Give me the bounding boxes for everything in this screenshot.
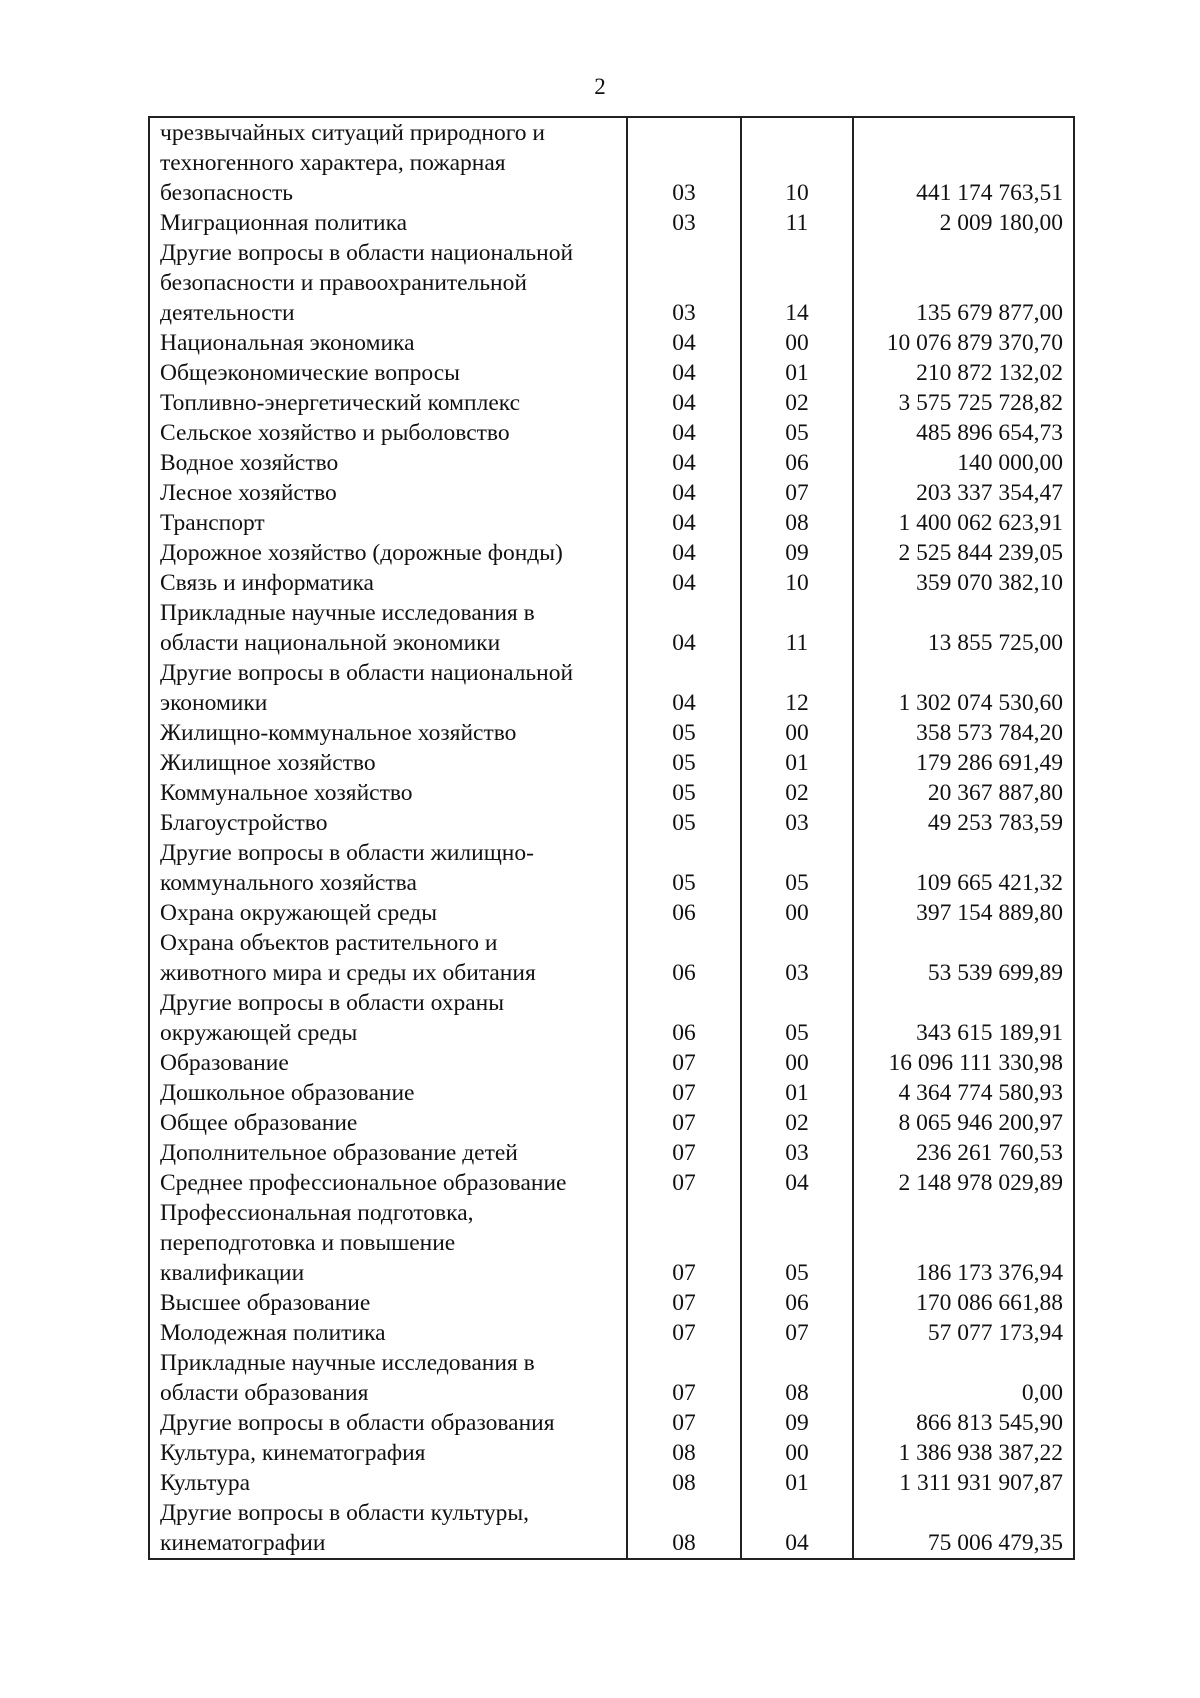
row-section-cell: 04 <box>627 568 741 598</box>
row-section-cell: 07 <box>627 1348 741 1408</box>
row-amount-cell: 2 009 180,00 <box>853 208 1074 238</box>
row-amount-cell: 170 086 661,88 <box>853 1288 1074 1318</box>
table-row <box>149 928 1074 988</box>
row-subsection-cell: 00 <box>741 328 853 358</box>
row-subsection-cell: 14 <box>741 238 853 328</box>
row-name-cell: Дошкольное образование <box>149 1078 627 1108</box>
row-subsection-cell: 00 <box>741 1438 853 1468</box>
row-name-cell: Общеэкономические вопросы <box>149 358 627 388</box>
row-amount-cell: 3 575 725 728,82 <box>853 388 1074 418</box>
row-name-cell: Другие вопросы в области охраны окружающей среды <box>149 988 627 1048</box>
row-name-cell: Охрана объектов растительного и животного мира и среды их обитания <box>149 928 627 988</box>
row-amount-cell: 57 077 173,94 <box>853 1318 1074 1348</box>
table-row <box>149 538 1074 568</box>
table-row <box>149 1168 1074 1198</box>
row-subsection-cell: 05 <box>741 418 853 448</box>
table-row <box>149 1108 1074 1138</box>
row-name-cell: Высшее образование <box>149 1288 627 1318</box>
row-name-cell: Топливно-энергетический комплекс <box>149 388 627 418</box>
row-name-cell: Транспорт <box>149 508 627 538</box>
row-name-cell: Благоустройство <box>149 808 627 838</box>
row-name-cell: Лесное хозяйство <box>149 478 627 508</box>
row-subsection-cell: 04 <box>741 1498 853 1559</box>
table-row <box>149 718 1074 748</box>
row-subsection-cell: 12 <box>741 658 853 718</box>
row-section-cell: 04 <box>627 478 741 508</box>
row-subsection-cell: 01 <box>741 358 853 388</box>
row-name-cell: Связь и информатика <box>149 568 627 598</box>
table-row <box>149 448 1074 478</box>
row-subsection-cell: 10 <box>741 568 853 598</box>
budget-table-body <box>149 117 1074 1559</box>
table-row <box>149 808 1074 838</box>
table-row <box>149 898 1074 928</box>
row-name-cell: Дорожное хозяйство (дорожные фонды) <box>149 538 627 568</box>
table-row <box>149 1348 1074 1408</box>
row-name-cell: Среднее профессиональное образование <box>149 1168 627 1198</box>
row-amount-cell: 140 000,00 <box>853 448 1074 478</box>
row-section-cell: 07 <box>627 1198 741 1288</box>
row-amount-cell: 135 679 877,00 <box>853 238 1074 328</box>
row-section-cell: 07 <box>627 1168 741 1198</box>
table-row <box>149 1198 1074 1288</box>
row-subsection-cell: 08 <box>741 508 853 538</box>
row-section-cell: 08 <box>627 1498 741 1559</box>
budget-table <box>148 116 1075 1560</box>
row-subsection-cell: 03 <box>741 808 853 838</box>
row-name-cell: Общее образование <box>149 1108 627 1138</box>
table-row <box>149 418 1074 448</box>
row-subsection-cell: 06 <box>741 1288 853 1318</box>
table-row <box>149 1078 1074 1108</box>
row-amount-cell: 1 302 074 530,60 <box>853 658 1074 718</box>
table-row <box>149 1048 1074 1078</box>
row-amount-cell: 358 573 784,20 <box>853 718 1074 748</box>
row-name-cell: Сельское хозяйство и рыболовство <box>149 418 627 448</box>
row-subsection-cell: 05 <box>741 988 853 1048</box>
row-subsection-cell: 11 <box>741 598 853 658</box>
row-section-cell: 04 <box>627 598 741 658</box>
table-row <box>149 658 1074 718</box>
row-section-cell: 05 <box>627 808 741 838</box>
row-section-cell: 06 <box>627 928 741 988</box>
table-row <box>149 328 1074 358</box>
row-section-cell: 07 <box>627 1108 741 1138</box>
row-amount-cell: 397 154 889,80 <box>853 898 1074 928</box>
row-name-cell: Другие вопросы в области национальной безопасности и правоохранительной деятельности <box>149 238 627 328</box>
row-subsection-cell: 01 <box>741 1078 853 1108</box>
row-name-cell: Прикладные научные исследования в области национальной экономики <box>149 598 627 658</box>
row-name-cell: Другие вопросы в области образования <box>149 1408 627 1438</box>
row-section-cell: 06 <box>627 898 741 928</box>
row-amount-cell: 75 006 479,35 <box>853 1498 1074 1559</box>
row-subsection-cell: 02 <box>741 388 853 418</box>
table-row <box>149 117 1074 208</box>
table-row <box>149 748 1074 778</box>
row-section-cell: 05 <box>627 838 741 898</box>
table-row <box>149 1288 1074 1318</box>
table-row <box>149 478 1074 508</box>
row-subsection-cell: 03 <box>741 1138 853 1168</box>
row-section-cell: 07 <box>627 1318 741 1348</box>
row-amount-cell: 2 148 978 029,89 <box>853 1168 1074 1198</box>
row-name-cell: Другие вопросы в области жилищно- коммунального хозяйства <box>149 838 627 898</box>
row-amount-cell: 109 665 421,32 <box>853 838 1074 898</box>
row-amount-cell: 210 872 132,02 <box>853 358 1074 388</box>
row-amount-cell: 1 386 938 387,22 <box>853 1438 1074 1468</box>
row-section-cell: 07 <box>627 1408 741 1438</box>
row-name-cell: Другие вопросы в области национальной экономики <box>149 658 627 718</box>
row-section-cell: 06 <box>627 988 741 1048</box>
row-subsection-cell: 04 <box>741 1168 853 1198</box>
table-row <box>149 1408 1074 1438</box>
row-subsection-cell: 10 <box>741 117 853 208</box>
row-section-cell: 07 <box>627 1288 741 1318</box>
row-section-cell: 05 <box>627 748 741 778</box>
row-amount-cell: 203 337 354,47 <box>853 478 1074 508</box>
row-name-cell: Профессиональная подготовка, переподготовка и повышение квалификации <box>149 1198 627 1288</box>
row-name-cell: Культура <box>149 1468 627 1498</box>
table-row <box>149 1138 1074 1168</box>
row-amount-cell: 1 311 931 907,87 <box>853 1468 1074 1498</box>
row-amount-cell: 4 364 774 580,93 <box>853 1078 1074 1108</box>
row-amount-cell: 10 076 879 370,70 <box>853 328 1074 358</box>
row-section-cell: 08 <box>627 1438 741 1468</box>
row-section-cell: 04 <box>627 538 741 568</box>
row-section-cell: 07 <box>627 1048 741 1078</box>
row-subsection-cell: 05 <box>741 838 853 898</box>
row-amount-cell: 8 065 946 200,97 <box>853 1108 1074 1138</box>
row-name-cell: Коммунальное хозяйство <box>149 778 627 808</box>
row-subsection-cell: 07 <box>741 1318 853 1348</box>
row-section-cell: 04 <box>627 448 741 478</box>
row-amount-cell: 179 286 691,49 <box>853 748 1074 778</box>
row-name-cell: Молодежная политика <box>149 1318 627 1348</box>
row-amount-cell: 53 539 699,89 <box>853 928 1074 988</box>
table-row <box>149 778 1074 808</box>
table-row <box>149 508 1074 538</box>
row-name-cell: Дополнительное образование детей <box>149 1138 627 1168</box>
row-section-cell: 04 <box>627 658 741 718</box>
row-section-cell: 04 <box>627 388 741 418</box>
row-section-cell: 04 <box>627 328 741 358</box>
row-subsection-cell: 00 <box>741 898 853 928</box>
page-number: 2 <box>594 74 606 99</box>
row-amount-cell: 866 813 545,90 <box>853 1408 1074 1438</box>
row-name-cell: Водное хозяйство <box>149 448 627 478</box>
row-amount-cell: 13 855 725,00 <box>853 598 1074 658</box>
table-row <box>149 598 1074 658</box>
table-row <box>149 568 1074 598</box>
table-row <box>149 238 1074 328</box>
row-name-cell: чрезвычайных ситуаций природного и техногенного характера, пожарная безопасность <box>149 117 627 208</box>
table-row <box>149 1498 1074 1559</box>
row-amount-cell: 485 896 654,73 <box>853 418 1074 448</box>
row-section-cell: 07 <box>627 1138 741 1168</box>
row-amount-cell: 2 525 844 239,05 <box>853 538 1074 568</box>
row-amount-cell: 236 261 760,53 <box>853 1138 1074 1168</box>
row-section-cell: 03 <box>627 238 741 328</box>
row-amount-cell: 20 367 887,80 <box>853 778 1074 808</box>
table-row <box>149 988 1074 1048</box>
table-row <box>149 388 1074 418</box>
row-subsection-cell: 09 <box>741 1408 853 1438</box>
row-amount-cell: 0,00 <box>853 1348 1074 1408</box>
row-subsection-cell: 01 <box>741 1468 853 1498</box>
table-row <box>149 1318 1074 1348</box>
row-section-cell: 04 <box>627 508 741 538</box>
row-name-cell: Миграционная политика <box>149 208 627 238</box>
table-row <box>149 1438 1074 1468</box>
row-amount-cell: 49 253 783,59 <box>853 808 1074 838</box>
row-name-cell: Охрана окружающей среды <box>149 898 627 928</box>
row-amount-cell: 343 615 189,91 <box>853 988 1074 1048</box>
row-subsection-cell: 11 <box>741 208 853 238</box>
row-amount-cell: 441 174 763,51 <box>853 117 1074 208</box>
row-subsection-cell: 03 <box>741 928 853 988</box>
row-subsection-cell: 09 <box>741 538 853 568</box>
row-subsection-cell: 06 <box>741 448 853 478</box>
row-subsection-cell: 02 <box>741 778 853 808</box>
row-subsection-cell: 00 <box>741 1048 853 1078</box>
row-amount-cell: 1 400 062 623,91 <box>853 508 1074 538</box>
row-amount-cell: 16 096 111 330,98 <box>853 1048 1074 1078</box>
row-section-cell: 04 <box>627 418 741 448</box>
table-row <box>149 1468 1074 1498</box>
row-section-cell: 08 <box>627 1468 741 1498</box>
row-name-cell: Культура, кинематография <box>149 1438 627 1468</box>
row-subsection-cell: 01 <box>741 748 853 778</box>
row-name-cell: Прикладные научные исследования в области образования <box>149 1348 627 1408</box>
row-section-cell: 03 <box>627 208 741 238</box>
row-section-cell: 03 <box>627 117 741 208</box>
row-subsection-cell: 07 <box>741 478 853 508</box>
row-name-cell: Жилищное хозяйство <box>149 748 627 778</box>
table-row <box>149 358 1074 388</box>
row-amount-cell: 186 173 376,94 <box>853 1198 1074 1288</box>
row-name-cell: Другие вопросы в области культуры, кинематографии <box>149 1498 627 1559</box>
row-subsection-cell: 05 <box>741 1198 853 1288</box>
row-name-cell: Образование <box>149 1048 627 1078</box>
row-subsection-cell: 08 <box>741 1348 853 1408</box>
row-section-cell: 05 <box>627 718 741 748</box>
table-row <box>149 208 1074 238</box>
table-row <box>149 838 1074 898</box>
row-amount-cell: 359 070 382,10 <box>853 568 1074 598</box>
row-section-cell: 04 <box>627 358 741 388</box>
row-subsection-cell: 00 <box>741 718 853 748</box>
row-section-cell: 07 <box>627 1078 741 1108</box>
row-name-cell: Жилищно-коммунальное хозяйство <box>149 718 627 748</box>
row-subsection-cell: 02 <box>741 1108 853 1138</box>
row-name-cell: Национальная экономика <box>149 328 627 358</box>
row-section-cell: 05 <box>627 778 741 808</box>
